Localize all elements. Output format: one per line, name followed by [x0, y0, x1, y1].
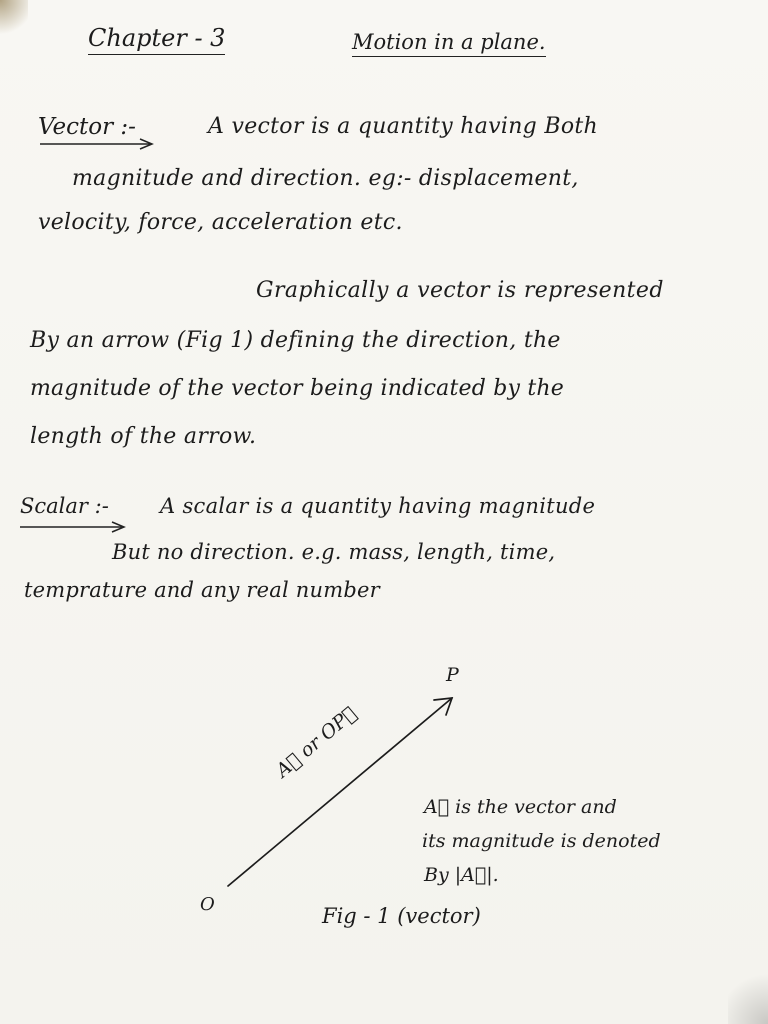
figure-note-line-2: its magnitude is denoted	[422, 830, 661, 852]
arrow-label: A⃗ or OP⃗	[271, 702, 361, 782]
scalar-heading-arrow	[20, 522, 124, 532]
scalar-heading: Scalar :-	[20, 494, 109, 518]
vector-para2-line-1: Graphically a vector is represented	[256, 278, 664, 303]
vector-line-3: velocity, force, acceleration etc.	[38, 210, 403, 235]
figure-note-line-3: By |A⃗|.	[424, 864, 499, 886]
scalar-line-1: A scalar is a quantity having magnitude	[160, 494, 596, 518]
figure-note-line-1: A⃗ is the vector and	[424, 796, 617, 818]
scalar-line-2: But no direction. e.g. mass, length, time,	[112, 540, 556, 564]
vector-line-1: A vector is a quantity having Both	[208, 114, 598, 139]
vector-para2-line-4: length of the arrow.	[30, 424, 257, 449]
point-o-label: O	[200, 894, 215, 915]
vector-heading: Vector :-	[38, 114, 136, 140]
vector-line-2: magnitude and direction. eg:- displacement,	[72, 166, 579, 191]
vector-heading-arrow	[40, 139, 152, 149]
point-p-label: P	[446, 664, 459, 686]
figure-caption: Fig - 1 (vector)	[322, 904, 481, 928]
topic-heading: Motion in a plane.	[352, 30, 546, 57]
vector-para2-line-2: By an arrow (Fig 1) defining the direction, the	[30, 328, 561, 353]
scalar-line-3: temprature and any real number	[24, 578, 380, 602]
chapter-heading: Chapter - 3	[88, 24, 225, 55]
vector-para2-line-3: magnitude of the vector being indicated by the	[30, 376, 564, 401]
